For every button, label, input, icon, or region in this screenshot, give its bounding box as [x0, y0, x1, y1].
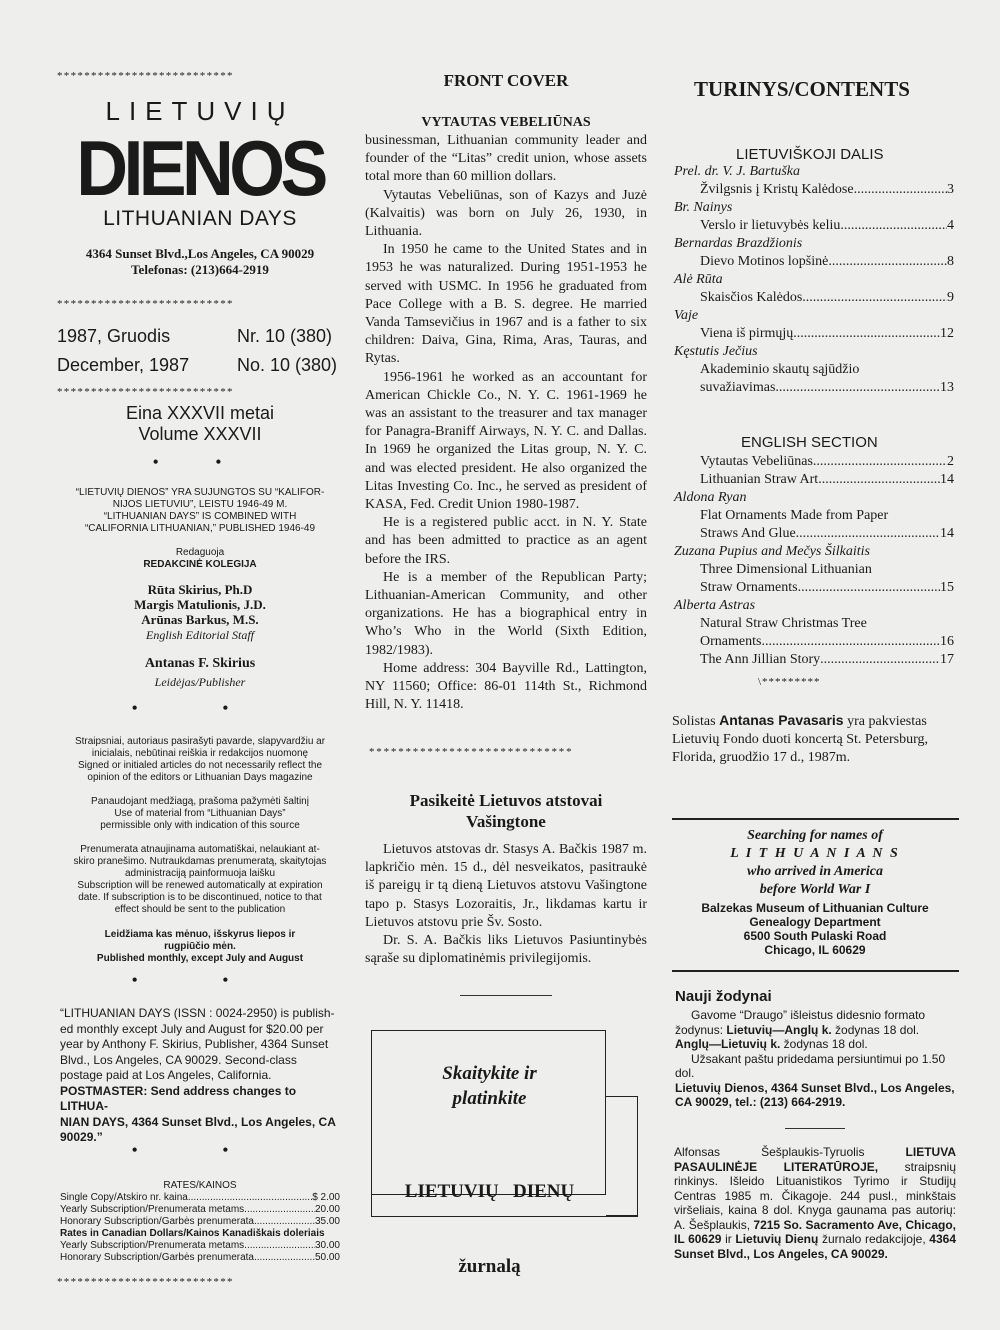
toc-author: Prel. dr. V. J. Bartuška: [674, 164, 800, 179]
rate-row: Honorary Subscription/Garbės prenumerata ..... 35.00: [60, 1216, 340, 1228]
toc-entry-line: Three Dimensional Lithuanian: [700, 562, 872, 577]
en-section-heading: ENGLISH SECTION: [741, 434, 878, 451]
toc-entry[interactable]: suvažiavimas ..... 13: [674, 379, 954, 397]
toc-entry-line: Natural Straw Christmas Tree: [700, 616, 867, 631]
bullet-divider: • •: [131, 1140, 269, 1160]
toc-author: Kęstutis Ječius: [674, 344, 758, 359]
star-divider: **************************: [57, 386, 234, 398]
rates-list: [60, 1192, 340, 1264]
rates-title: RATES/KAINOS: [163, 1180, 237, 1191]
publisher-name: Antanas F. Skirius: [144, 656, 256, 671]
star-divider: \*********: [758, 676, 821, 688]
soloist-notice: Solistas Antanas Pavasaris yra pakviestas Lietuvių Fondo duoti koncertą St. Petersburg, Florida, gruodžio 17 d., 1987m.: [672, 712, 928, 765]
bullet-divider: • •: [131, 970, 269, 990]
ad-line: platinkite: [452, 1088, 527, 1109]
rate-row: Honorary Subscription/Garbės prenumerata ..... 50.00: [60, 1252, 340, 1264]
masthead-dienos: DIENOS: [76, 124, 324, 212]
issue-date-en: December, 1987: [57, 355, 190, 375]
star-divider: **************************: [57, 298, 234, 310]
ad-box: [371, 1030, 606, 1277]
combined-notice: “LIETUVIŲ DIENOS” YRA SUJUNGTOS SU “KALIFOR- NIJOS LIETUVIU”, LEISTU 1946-49 M. “LITHUANIAN DAYS” IS COMBINED WITH “CALIFORNIA LITHUANIAN,” PUBLISHED 1946-49: [75, 487, 325, 534]
front-cover-text: businessman, Lithuanian community leader and founder of the “Litas” credit union, whose assets total more than 60 million dollars. Vytautas Vebeliūnas, son of Kazys and Juzė (Kalvaitis) was born on July 26, 1930, in Lithuania. In 1950 he came to the United States and in 1953 he was naturalized. During 1951-1953 he served with USMC. In 1956 he graduated from Pace College with a B. S. degree. He married Vanda Tamsevičius in 1967 and is a father to six children: Daiva, Gina, Rima, Aras, Tauras, and Rytas. 1956-1961 he worked as an accountant for American Chickle Co., N. Y. C. 1961-1969 he was an assistant to the treasurer and tax manager for Panagra-Braniff Airways, N. Y. C. and Dallas. In 1969 he organized the Litas group, N. Y. C. and was elected president. He also organized the Litas Investing Co. Inc., he served as president of KASA, Fed. Credit Union 1980-1987. He is a registered public acct. in N. Y. State and has been admitted to practice as an agent before the IRS. He is a member of the Republican Party; Lithuanian-American Community, and other organizations. He has a biographical entry in Who’s Who in the World (Sixth Edition, 1982/1983). Home address: 304 Bayville Rd., Lattington, NY 11560; Office: 86-01 114th St., Richmond Hill, N. Y. 11418.: [365, 133, 647, 713]
toc-entry[interactable]: Ornaments ..... 16: [674, 633, 954, 651]
issn-statement: “LITHUANIAN DAYS (ISSN : 0024-2950) is publish- ed monthly except July and August for $20.00 per year by Anthony F. Skirius, Publisher, 4364 Sunset Blvd., Los Angeles, CA 90029. Second-class postage paid at Los Angeles, California. POSTMASTER: Send address changes to LITHUA- NIAN DAYS, 4364 Sunset Blvd., Los Angeles, CA 90029.”: [60, 1006, 336, 1144]
front-cover-heading: FRONT COVER: [443, 71, 569, 90]
ad-line: žurnalą: [458, 1256, 521, 1277]
toc-author: Aldona Ryan: [674, 490, 747, 505]
divider-line: [672, 818, 959, 820]
redaguoja: Redaguoja: [175, 547, 225, 558]
book-notice: Alfonsas Šešplaukis-Tyruolis LIETUVA PASAULINĖJE LITERATŪROJE, straipsnių rinkinys. Išleido Lituanistikos Tyrimo ir Studijų Centras 1985 m. Čikagoje. 244 pusl., minkštais viršeliais, kaina 8 dol. Knyga gaunama pas autorių: A. Šešplaukis, 7215 So. Sacramento Ave, Chicago, IL 60629 ir Lietuvių Dienų žurnalo redakcijoje, 4364 Sunset Blvd., Los Angeles, CA 90029.: [674, 1145, 956, 1261]
toc-entry[interactable]: Straws And Glue ..... 14: [674, 525, 954, 543]
subscription-notice: Prenumerata atnaujinama automatiškai, nelaukiant at- skiro pranešimo. Nutraukdamas prenumeratą, skaitytojas administraciją painformuoja laišku Subscription will be renewed automatically at expiration date. If subscription is to be discontinued, notice to that effect should be sent to the publication: [73, 844, 327, 915]
issue-number-lt: Nr. 10 (380): [237, 326, 333, 346]
editorial-staff-label: English Editorial Staff: [145, 628, 254, 642]
toc-entry[interactable]: Žvilgsnis į Kristų Kalėdose ..... 3: [674, 181, 954, 199]
editorial-board: REDAKCINĖ KOLEGIJA: [143, 559, 257, 570]
issue-number-en: No. 10 (380): [237, 355, 338, 375]
ad-box-shadow-frame: [606, 1096, 638, 1216]
signed-articles-notice: Straipsniai, autoriaus pasirašyti pavarde, slapyvardžiu ar inicialais, nebūtinai reiškia ir redakcijos nuomonę Signed or initialed articles do not necessarily reflect the opinion of the editors or Lithuanian Days magazine: [74, 736, 326, 783]
volume-lt: Eina XXXVII metai: [125, 403, 275, 423]
rate-row: Yearly Subscription/Prenumerata metams ..... 30.00: [60, 1240, 340, 1252]
lt-contents-list: [674, 163, 954, 397]
rate-row: Single Copy/Atskiro nr. kaina ..... $ 2.00: [60, 1192, 340, 1204]
toc-entry[interactable]: Straw Ornaments ..... 15: [674, 579, 954, 597]
bullet-divider: • •: [131, 698, 269, 718]
dictionaries-text: Gavome “Draugo” išleistus didesnio formato žodynus: Lietuvių—Anglų k. žodynas 18 dol. Anglų—Lietuvių k. žodynas 18 dol. Užsakant paštu pridedama persiuntimui po 1.50 dol. Lietuvių Dienos, 4364 Sunset Blvd., Los Angeles, CA 90029, tel.: (213) 664-2919.: [675, 1008, 955, 1109]
toc-entry[interactable]: Skaisčios Kalėdos ..... 9: [674, 289, 954, 307]
dictionaries-heading: Nauji žodynai: [675, 988, 772, 1005]
masthead-phone: Telefonas: (213)664-2919: [131, 262, 269, 277]
toc-author: Alė Rūta: [674, 272, 723, 287]
toc-entry[interactable]: Lithuanian Straw Art ..... 14: [674, 471, 954, 489]
toc-entry-line: Flat Ornaments Made from Paper: [700, 508, 889, 523]
toc-author: Vaje: [674, 308, 699, 323]
search-names-notice: Searching for names of L I T H U A N I A N S who arrived in America before World War I: [730, 828, 900, 897]
masthead-lietuviu: LIETUVIŲ: [105, 96, 295, 126]
publication-schedule: Leidžiama kas mėnuo, išskyrus liepos ir rugpiūčio mėn. Published monthly, except July and August: [96, 929, 304, 964]
toc-author: Alberta Astras: [674, 598, 756, 613]
toc-entry[interactable]: Viena iš pirmųjų ..... 12: [674, 325, 954, 343]
lt-section-heading: LIETUVIŠKOJI DALIS: [736, 146, 884, 163]
masthead-lithuanian-days: LITHUANIAN DAYS: [103, 207, 297, 230]
museum-address: Balzekas Museum of Lithuanian Culture Genealogy Department 6500 South Pulaski Road Chicago, IL 60629: [701, 901, 929, 957]
source-notice: Panaudojant medžiagą, prašoma pažymėti šaltinį Use of material from “Lithuanian Days” permissible only with indication of this source: [91, 796, 309, 831]
toc-author: Bernardas Brazdžionis: [674, 236, 803, 251]
volume-en: Volume XXXVII: [138, 424, 262, 444]
rates-canada: Rates in Canadian Dollars/Kainos Kanadiškais doleriais: [60, 1228, 325, 1239]
bullet-divider: • •: [152, 452, 248, 472]
rate-row: Yearly Subscription/Prenumerata metams ..... 20.00: [60, 1204, 340, 1216]
star-divider: **************************: [57, 70, 234, 82]
editors-list: Rūta Skirius, Ph.D Margis Matulionis, J.D. Arūnas Barkus, M.S.: [134, 582, 266, 627]
ad-line: Skaitykite ir: [442, 1063, 537, 1084]
divider-line: [672, 970, 959, 972]
toc-entry[interactable]: Dievo Motinos lopšinė ..... 8: [674, 253, 954, 271]
toc-entry[interactable]: Vytautas Vebeliūnas ..... 2: [674, 453, 954, 471]
toc-entry[interactable]: The Ann Jillian Story ..... 17: [674, 651, 954, 669]
publisher-title: Leidėjas/Publisher: [154, 675, 246, 689]
toc-entry-line: Akademinio skautų sąjūdžio: [700, 362, 860, 377]
issue-date-lt: 1987, Gruodis: [57, 326, 171, 346]
star-divider: **************************: [57, 1276, 234, 1288]
article-text: Lietuvos atstovas dr. Stasys A. Bačkis 1987 m. lapkričio mėn. 15 d., dėl nesveikatos, pasitraukė iš pareigų ir tą dieną Lietuvos atstovu Vašingtone tapo p. Stasys Lozoraitis, Jr., likdamas kartu ir Lietuvos atstovu prie Šv. Sosto. Dr. S. A. Bačkis liks Lietuvos Pasiuntinybės sąraše su diplomatinėmis privilegijomis.: [365, 842, 647, 967]
toc-entry[interactable]: Verslo ir lietuvybės keliu ..... 4: [674, 217, 954, 235]
toc-author: Zuzana Pupius and Mečys Šilkaitis: [674, 544, 870, 559]
divider-line: [785, 1128, 845, 1129]
contents-heading: TURINYS/CONTENTS: [694, 77, 910, 101]
star-divider: ****************************: [369, 746, 574, 758]
toc-author: Br. Nainys: [674, 200, 733, 215]
divider-line: [460, 995, 552, 996]
en-contents-list: [674, 453, 954, 669]
cover-person-name: VYTAUTAS VEBELIŪNAS: [421, 115, 591, 130]
masthead-address: 4364 Sunset Blvd.,Los Angeles, CA 90029: [85, 246, 315, 261]
article-title: Pasikeitė Lietuvos atstovai Vašingtone: [409, 791, 603, 831]
ad-line: LIETUVIŲ DIENŲ: [404, 1181, 575, 1202]
